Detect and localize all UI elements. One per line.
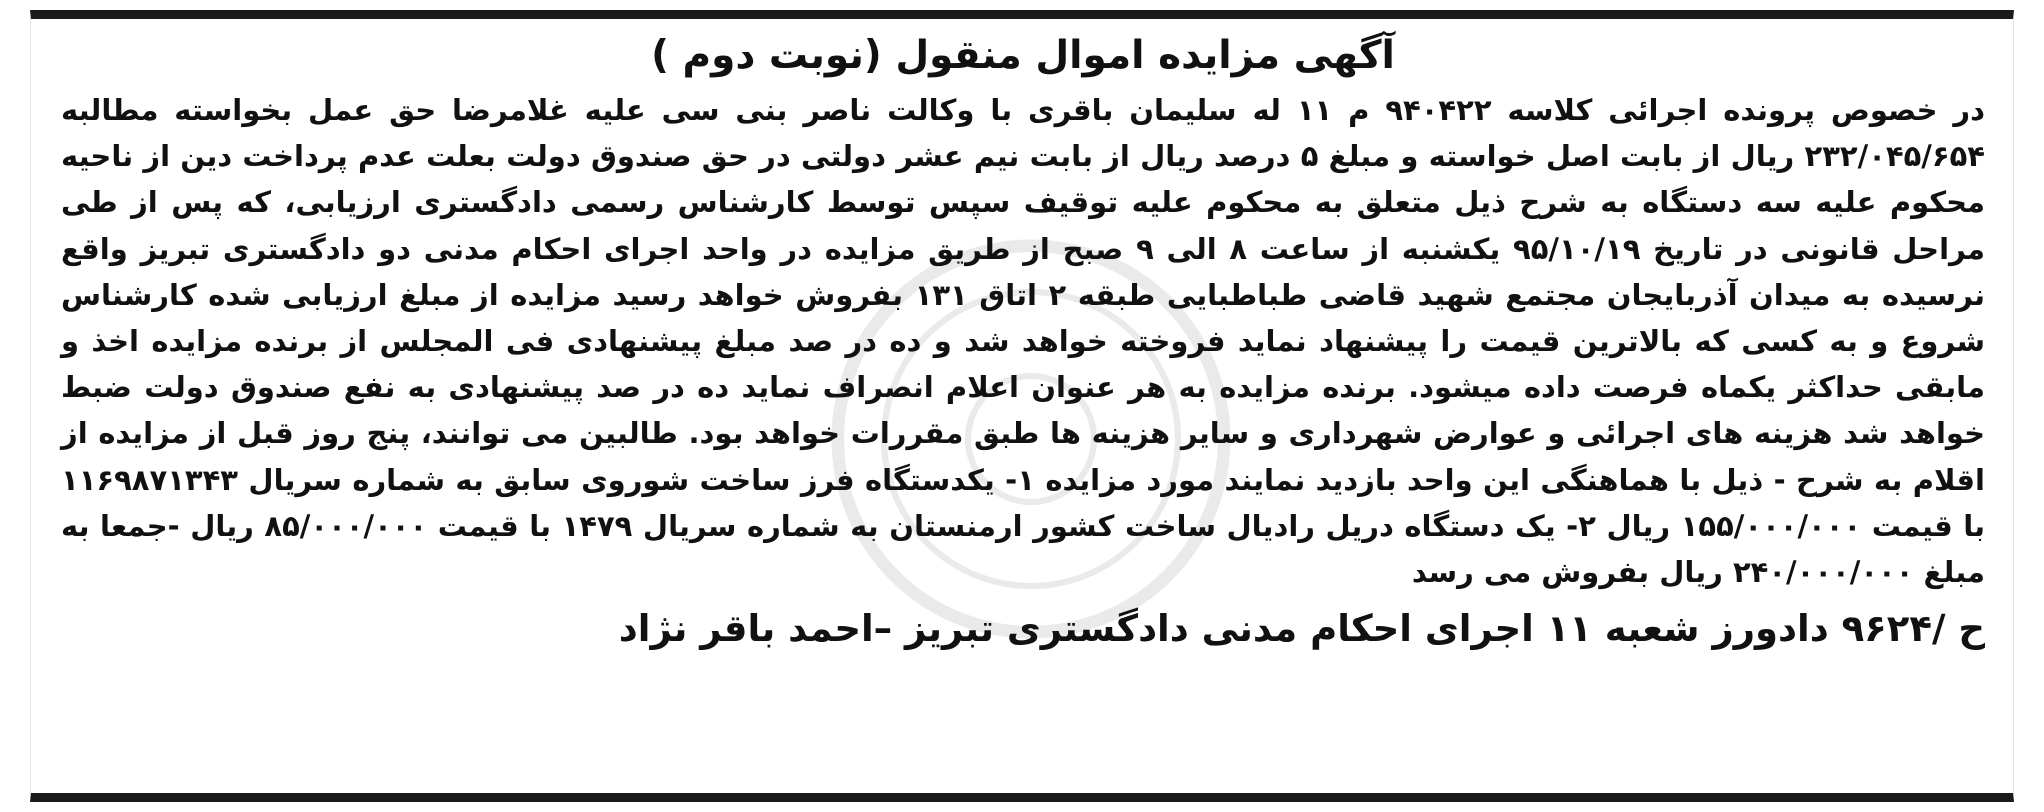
auction-notice xyxy=(30,10,2014,802)
notice-content xyxy=(61,25,1985,787)
notice-signature: ح /۹۶۲۴ دادورز شعبه ۱۱ اجرای احکام مدنی دادگستری تبریز –احمد باقر نژاد xyxy=(618,607,1985,651)
notice-body: در خصوص پرونده اجرائی کلاسه ۹۴۰۴۲۲ م ۱۱ له سلیمان باقری با وکالت ناصر بنی سی علیه غلامرضا حق عمل بخواسته مطالبه ۲۳۲/۰۴۵/۶۵۴ ریال از بابت اصل خواسته و مبلغ ۵ درصد ریال از بابت نیم عشر دولتی در حق صندوق دولت بعلت عدم پرداخت دین از ناحیه محکوم علیه سه دستگاه به شرح ذیل متعلق به محکوم علیه توقیف سپس توسط کارشناس رسمی دادگستری ارزیابی، که پس از طی مراحل قانونی در تاریخ ۹۵/۱۰/۱۹ یکشنبه از ساعت ۸ الی ۹ صبح از طریق مزایده در واحد اجرای احکام مدنی دو دادگستری تبریز واقع نرسیده به میدان آذربایجان مجتمع شهید قاضی طباطبایی طبقه ۲ اتاق ۱۳۱ بفروش خواهد رسید مزایده از مبلغ ارزیابی شده کارشناس شروع و به کسی که بالاترین قیمت را پیشنهاد نماید فروخته خواهد شد و ده در صد مبلغ پیشنهادی فی المجلس از برنده مزایده اخذ و مابقی حداکثر یکماه فرصت داده میشود. برنده مزایده به هر عنوان اعلام انصراف نماید ده در صد پیشنهادی به نفع صندوق دولت ضبط خواهد شد هزینه های اجرائی و عوارض شهرداری و سایر هزینه ها طبق مقررات خواهد بود. طالبین می توانند، پنج روز قبل از مزایده از اقلام به شرح - ذیل با هماهنگی این واحد بازدید نمایند مورد مزایده ۱- یکدستگاه فرز ساخت شوروی سابق به شماره سریال ۱۱۶۹۸۷۱۳۴۳ با قیمت ۱۵۵/۰۰۰/۰۰۰ ریال ۲- یک دستگاه دریل رادیال ساخت کشور ارمنستان به شماره سریال ۱۴۷۹ با قیمت ۸۵/۰۰۰/۰۰۰ ریال -جمعا به مبلغ ۲۴۰/۰۰۰/۰۰۰ ریال بفروش می رسد xyxy=(61,93,1986,590)
notice-title: آگهی مزایده اموال منقول (نوبت دوم ) xyxy=(651,33,1395,78)
